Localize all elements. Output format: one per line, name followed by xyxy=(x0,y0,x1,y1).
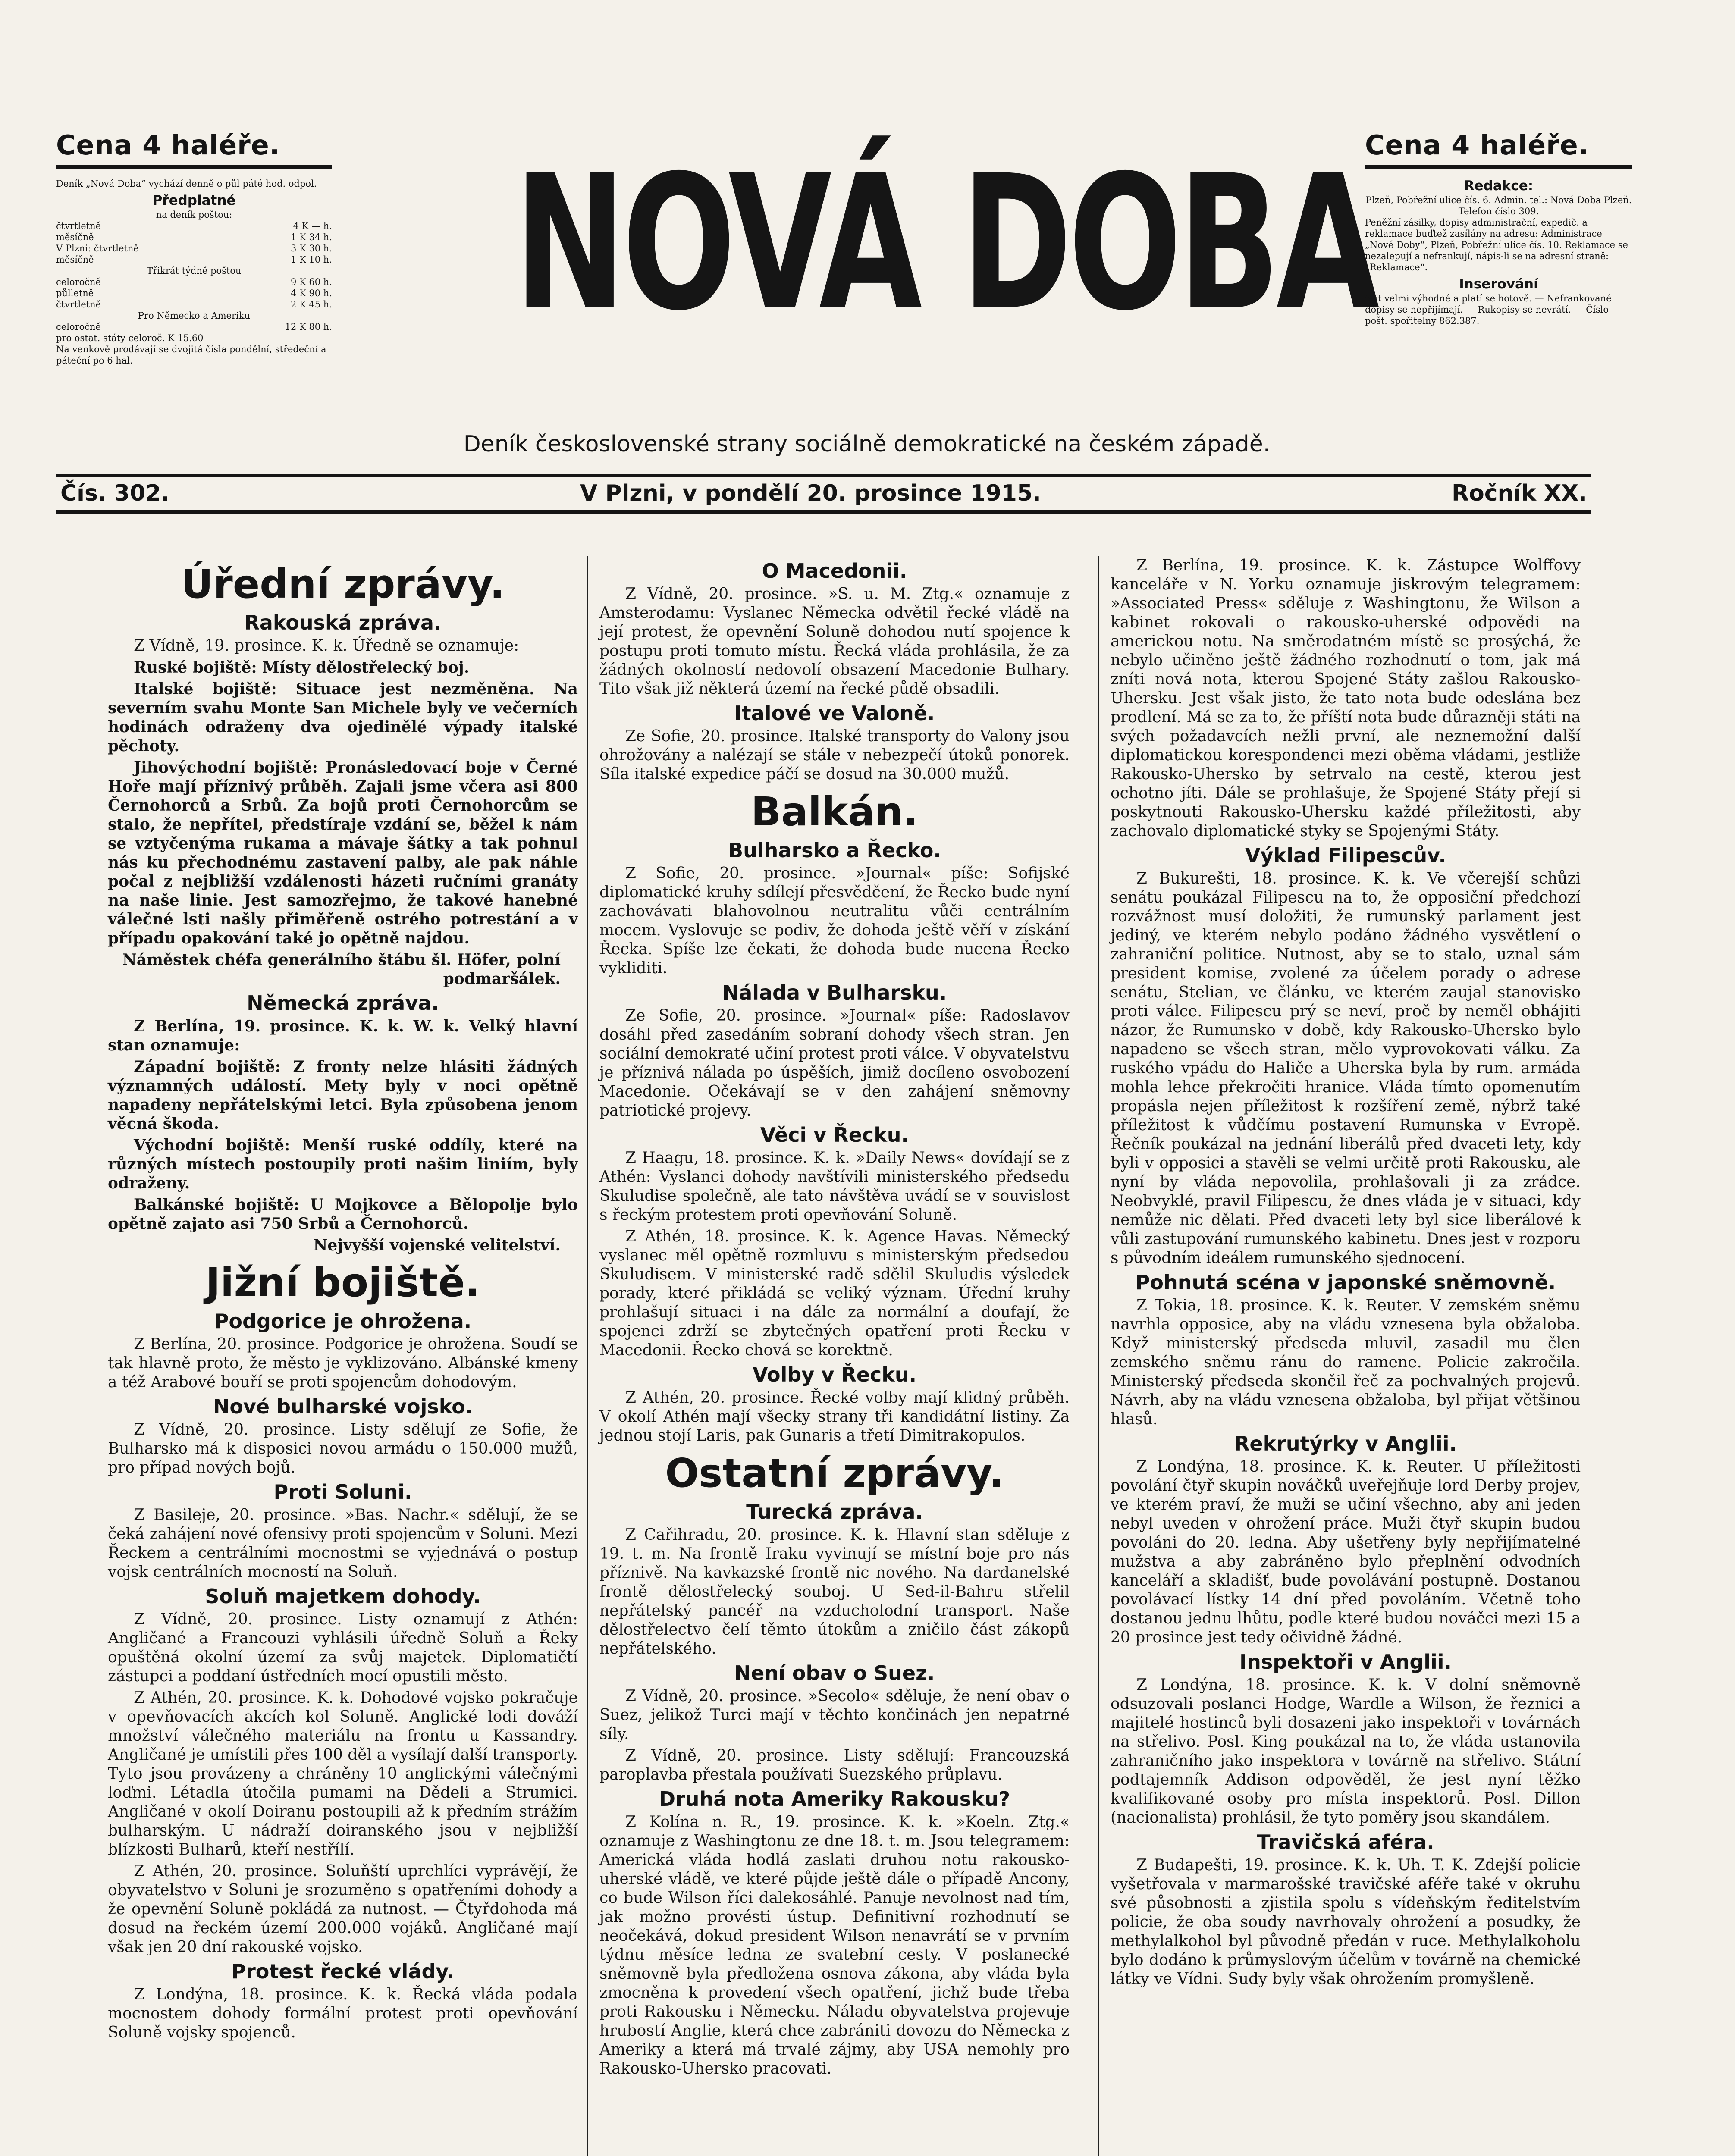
rural-note: Na venkově prodávají se dvojitá čísla pondělní, středeční a páteční po 6 hal. xyxy=(56,344,326,366)
article-title: Protest řecké vlády. xyxy=(231,1960,455,1983)
article-paragraph: Z Athén, 20. prosince. K. k. Dohodové vojsko pokračuje v opevňovacích akcích kol Soluně. Anglické lodi dováží množství válečného materiálu na frontu u Kassandry. Angličané je umístili přes 100 děl a vysílají další transporty. Tyto jsou provázeny a chráněny 10 anglickými válečnými loďmi. Létadla útočila pumami na Dědeli a Strumici. Angličané v okolí Doiranu postoupili až k předním strážím bulharským. U nádraží doiranského jsou v nejbližší blízkosti Bulharů, kteří nestřílí. xyxy=(108,1689,578,1858)
article-paragraph: Z Londýna, 18. prosince. K. k. V dolní sněmovně odsuzovali poslanci Hodge, Wardle a Wilson, že řeznici a majitelé hostinců byli dosazeni jako inspektoři v továrnách na střelivo. Posl. King poukázal na to, že vláda ustanovila zahraničního jako inspektora v továrně na střelivo. Státní podtajemník Addison odpověděl, že jest nyní těžko kvalifikované osoby pro místa inspektorů. Posl. Dillon (nacionalista) prohlásil, že tyto poměry jsou skandálem. xyxy=(1111,1676,1581,1827)
article-title: Rekrutýrky v Anglii. xyxy=(1234,1432,1457,1455)
article-paragraph: Z Vídně, 20. prosince. »Secolo« sděluje, že není obav o Suez, jelikož Turci mají v těchto končinách jen nepatrné síly. xyxy=(599,1687,1070,1743)
mailing-info: Peněžní zásilky, dopisy administrační, expedič. a reklamace buďtež zasílány na adresu: Administrace „Nové Doby“, Plzeň, Pobřežní ulice čís. 10. Reklamace se nezalepují a nefrankují, nápis-li se na adresní straně: „Reklamace“. xyxy=(1365,217,1628,273)
article-title: Výklad Filipescův. xyxy=(1245,844,1446,867)
article-title: Volby v Řecku. xyxy=(752,1363,917,1386)
article-paragraph: Z Basileje, 20. prosince. »Bas. Nachr.« sdělují, že se čeká zahájení nové ofensivy proti spojencům v Soluni. Mezi Řeckem a centrálními mocnostmi se vyjednává o postup vojsk centrálních mocností na Soluň. xyxy=(108,1506,578,1581)
article-paragraph: Z Athén, 18. prosince. K. k. Agence Havas. Německý vyslanec měl opětně rozmluvu s ministerským předsedou Skuludisem. V ministerské radě sdělil Skuludis výsledek porady, které přikládá se veliký význam. Úřední kruhy prohlašují situaci i na dále za normální a doufají, že spojenci zdrží se zbytečných opatření proti Řecku v Macedonii. Řecko chová se korektně. xyxy=(599,1228,1070,1359)
issue-number: Čís. 302. xyxy=(60,480,170,506)
article-title: O Macedonii. xyxy=(762,559,907,583)
article-title: Německá zpráva. xyxy=(247,991,439,1015)
column-divider xyxy=(1098,556,1099,2156)
article-paragraph: Z Vídně, 20. prosince. Listy sdělují ze Sofie, že Bulharsko má k disposici novou armádu o 150.000 mužů, pro případ nových bojů. xyxy=(108,1421,578,1476)
ads-info: jest velmi výhodné a platí se hotově. — Nefrankované dopisy se nepřijímají. — Rukopisy se nevrátí. — Číslo pošt. spořitelny 862.387. xyxy=(1365,293,1612,326)
article-paragraph: Z Londýna, 18. prosince. K. k. Reuter. U příležitosti povolání čtyř skupin nováčků uveřejňuje lord Derby projev, ve kterém praví, že muži se učiní všechno, aby ani jeden nebyl uveden v ohrožení práce. Muži čtyř skupin budou povoláni do 20. ledna. Aby ušetřeny byly nepřijímatelné mužstva a aby zabráněno bylo přeplnění odvodních kanceláří a skladišť, bude povolávání postupně. Dostanou povolávací lístky 14 dní před povoláním. Včetně toho dostanou jednu lhůtu, podle které budou nováčci mezi 15 a 20 prosince jest tedy očividně žádné. xyxy=(1111,1458,1581,1646)
article-paragraph: Z Tokia, 18. prosince. K. k. Reuter. V zemském sněmu navrhla opposice, aby na vládu vznesena byla obžaloba. Když ministerský předseda mluvil, zasadil mu člen zemského sněmu ránu do ramene. Policie zakročila. Ministerský předseda skončil řeč za pochvalných projevů. Návrh, aby na vládu vznesena obžaloba, byl přijat většinou hlasů. xyxy=(1111,1297,1581,1428)
rate-row: V Plzni: čtvrtletně 3 K 30 h. xyxy=(56,243,332,254)
article-paragraph: Z Athén, 20. prosince. Soluňští uprchlíci vyprávějí, že obyvatelstvo v Soluni je srozuměno s opatřeními dohody a že opevnění Soluně pokládá za nutnost. — Čtyřdohoda má dosud na řeckém území 200.000 vojáků. Angličané mají však jen 20 dní rakouské vojsko. xyxy=(108,1862,578,1956)
article-paragraph: Z Athén, 20. prosince. Řecké volby mají klidný průběh. V okolí Athén mají všecky strany tři kandidátní listiny. Za jednou stojí Laris, pak Gunaris a třetí Dimitrakopulos. xyxy=(599,1389,1070,1445)
price-left: Cena 4 haléře. xyxy=(56,129,332,169)
article-paragraph: Východní bojiště: Menší ruské oddíly, které na různých místech postoupily proti našim liniím, byly odraženy. xyxy=(108,1136,578,1192)
article-paragraph: Ze Sofie, 20. prosince. »Journal« píše: Radoslavov dosáhl před zasedáním sobraní dohody všech stran. Jen sociální demokraté učiní protest proti válce. V obyvatelstvu je příznivá nálada po úspěších, jimiž docíleno osvobození Macedonie. Očekávají se v den zahájení sněmovny patriotické projevy. xyxy=(599,1007,1070,1119)
article-paragraph: Ze Sofie, 20. prosince. Italské transporty do Valony jsou ohrožovány a nalézají se stále v nebezpečí útoků ponorek. Síla italské expedice páčí se dosud na 30.000 mužů. xyxy=(599,727,1070,783)
article-paragraph: Z Londýna, 18. prosince. K. k. Řecká vláda podala mocnostem dohody formální protest proti opevňování Soluně vojsky spojenců. xyxy=(108,1986,578,2041)
article-title: Druhá nota Ameriky Rakousku? xyxy=(659,1787,1010,1811)
subscription-heading: Předplatné xyxy=(152,193,236,208)
article-title: Italové ve Valoně. xyxy=(734,702,935,725)
rate-row: měsíčně 1 K 10 h. xyxy=(56,254,332,265)
article-title: Soluň majetkem dohody. xyxy=(205,1585,481,1608)
article-paragraph: Z Haagu, 18. prosince. K. k. »Daily News« dovídají se z Athén: Vyslanci dohody navštívili ministerského předsedu Skuludise společně, ale tato návštěva uvádí se v souvislost s řeckým protestem proti opevňování Soluně. xyxy=(599,1149,1070,1224)
editorial-address: Plzeň, Pobřežní ulice čís. 6. Admin. tel.: Nová Doba Plzeň. Telefon číslo 309. xyxy=(1365,195,1632,216)
ads-heading: Inserování xyxy=(1459,276,1538,292)
article-paragraph: Západní bojiště: Z fronty nelze hlásiti žádných významných událostí. Mety byly v noci opětně napadeny nepřátelskými letci. Byla způsobena jenom věcná škoda. xyxy=(108,1058,578,1133)
article-paragraph: Z Sofie, 20. prosince. »Journal« píše: Sofijské diplomatické kruhy sdílejí přesvědčení, že Řecko bude nyní zachovávati blahovolnou neutralitu vůči centrálním mocem. Vyslovuje se podiv, že dohoda ještě věří v získání Řecka. Spíše lze čekati, že dohoda bude nucena Řecko vykliditi. xyxy=(599,865,1070,977)
article-title: Pohnutá scéna v japonské sněmovně. xyxy=(1135,1271,1556,1294)
article-paragraph: Z Berlína, 19. prosince. K. k. Zástupce Wolffovy kanceláře v N. Yorku oznamuje jiskrovým telegramem: »Associated Press« sděluje z Washingtonu, že Wilson a kabinet rokovali o rakousko-uherské odpovědi na americkou notu. Na směrodatném místě se prosýchá, že nebylo učiněno ještě žádného rozhodnutí o tom, jak má zníti nová nota, kterou Spojené Státy zašlou Rakousko-Uhersku. Jest však jisto, že tato nota bude odeslána bez prodlení. Má se za to, že příští nota bude důrazněji státi na svých požadavcích nežli první, ale neznemožní další diplomatickou korespondenci mezi oběma vládami, jestliže Rakousko-Uhersko by setrvalo na cestě, kterou jest ochotno jíti. Dále se prohlašuje, že Spojené Státy přejí si poskytnouti Rakousko-Uhersku každé příležitosti, aby zachovalo diplomatické styky se Spojenými Státy. xyxy=(1111,557,1581,840)
rate-row: čtvrtletně 4 K — h. xyxy=(56,221,332,231)
article-paragraph: Ruské bojiště: Místy dělostřelecký boj. xyxy=(134,658,470,677)
article-title: Nálada v Bulharsku. xyxy=(722,981,947,1004)
article-title: Proti Soluni. xyxy=(273,1480,412,1504)
article-paragraph: Z Vídně, 20. prosince. Listy oznamují z Athén: Angličané a Francouzi vyhlásili úředně Soluň a Řeky opuštěná okolní území za svůj majetek. Diplomatičtí zástupci a poddaní ústředních mocí opustili město. xyxy=(108,1611,578,1685)
article-title: Turecká zpráva. xyxy=(746,1500,923,1523)
tagline: Deník československé strany sociálně demokratické na českém západě. xyxy=(463,431,1271,457)
section-heading: Úřední zprávy. xyxy=(181,561,505,607)
editorial-heading: Redakce: xyxy=(1464,178,1534,194)
article-paragraph: Z Bukurešti, 18. prosince. K. k. Ve včerejší schůzi senátu poukázal Filipescu na to, že opposiční předchozí rozvážnost musí doložiti, že rumunský parlament jest jediný, ve kterém nebylo podáno žádného vysvětlení o zahraniční politice. Nutnost, aby se to stalo, uznal sám president komise, zvolené za účelem porady o adrese senátu, Stelian, ve článku, ve kterém zaujal stanovisko proti válce. Filipescu prý se neví, proč by neměl obhájiti názor, že Rumunsko v době, kdy Rakousko-Uhersko bylo napadeno se všech stran, mělo vyprovokovati válku. Za ruského vpádu do Haliče a Uherska byla by rum. armáda mohla lehce překročiti hranice. Vláda tímto opomenutím propásla nejen příležitost k rozšíření země, nýbrž také příležitost k vůdčímu postavení Rumunska v Evropě. Řečník poukázal na jednání liberálů před dvaceti lety, kdy byli v opposici a stavěli se velmi určitě proti Rakousku, ale nyní by vláda nepovolila, prohlašovali ji za zrádce. Neobvyklé, pravil Filipescu, že dnes vláda je v situaci, kdy nemůže nic dělati. Před dvaceti lety byl sice liberálové k vůli zastupování rumunského kabinetu. Dnes jest v rozporu s původním ideálem rumunského sjednocení. xyxy=(1111,870,1581,1267)
article-title: Inspektoři v Anglii. xyxy=(1239,1650,1452,1673)
article-paragraph: Z Kolína n. R., 19. prosince. K. k. »Koeln. Ztg.« oznamuje z Washingtonu ze dne 18. t. m. Jsou telegramem: Americká vláda hodlá zaslati druhou notu rakousko-uherské vládě, ve které půjde ještě dále o případě Ancony, co bude Wilson říci dalekosáhlé. Panuje nevolnost nad tím, jak možno provésti ústup. Definitivní rozhodnutí se neočekává, dokud president Wilson nenavrátí se v prvním týdnu měsíce ledna ze svatební cesty. V poslanecké sněmovně byla předložena osnova zákona, aby vláda byla zmocněna k provedení všech opatření, jichž bude třeba proti Rakousku i Německu. Náladu obyvatelstva projevuje hrubostí Anglie, která chce zabrániti dovozu do Německa z Ameriky a která má trvalé zájmy, aby USA nemohly pro Rakousko-Uhersko pracovati. xyxy=(599,1813,1070,2078)
price-right: Cena 4 haléře. xyxy=(1365,129,1632,169)
rate-row: měsíčně 1 K 34 h. xyxy=(56,232,332,242)
article-signature: Náměstek chéfa generálního štábu šl. Höfer, polní podmaršálek. xyxy=(122,951,561,988)
article-paragraph: Balkánské bojiště: U Mojkovce a Bělopolje bylo opětně zajato asi 750 Srbů a Černohorců. xyxy=(108,1196,578,1233)
article-title: Věci v Řecku. xyxy=(760,1123,909,1147)
section-heading: Ostatní zprávy. xyxy=(665,1450,1004,1496)
masthead-right-box xyxy=(1365,129,1632,326)
article-title: Rakouská zpráva. xyxy=(244,611,442,634)
rate-row: půlletně 4 K 90 h. xyxy=(56,288,332,298)
article-paragraph: Italské bojiště: Situace jest nezměněna. Na severním svahu Monte San Michele byly ve večerních hodinách odraženy dva ojedinělé výpady italské pěchoty. xyxy=(108,680,578,755)
weekly-heading: Třikrát týdně poštou xyxy=(147,266,242,276)
subscription-subheading: na deník poštou: xyxy=(156,210,232,220)
article-paragraph: Z Berlína, 19. prosince. K. k. W. k. Velký hlavní stan oznamuje: xyxy=(108,1017,578,1054)
article-paragraph: Z Vídně, 20. prosince. Listy sdělují: Francouzská paroplavba přestala používati Suezského průplavu. xyxy=(599,1747,1070,1783)
column-divider xyxy=(587,556,588,2156)
column-1 xyxy=(108,556,578,2045)
article-title: Nové bulharské vojsko. xyxy=(213,1395,473,1418)
article-title: Bulharsko a Řecko. xyxy=(728,839,941,862)
article-paragraph: Z Vídně, 19. prosince. K. k. Úředně se oznamuje: xyxy=(134,637,519,655)
column-2 xyxy=(599,556,1070,2081)
article-title: Podgorice je ohrožena. xyxy=(214,1310,472,1333)
column-3 xyxy=(1111,556,1581,1991)
article-paragraph: Jihovýchodní bojiště: Pronásledovací boje v Černé Hoře mají příznivý průběh. Zajali jsme včera asi 800 Černohorců a Srbů. Za bojů proti Černohorcům se stalo, že nepřítel, předstíraje vzdání se, běžel k nám se vztyčenýma rukama a mávaje šátky a tak pohnul nás ku přechodnému zastavení palby, ale pak náhle počal z nejbližší vzdálenosti házeti ručními granáty na naše linie. Jest samozřejmo, že takové hanebné válečné lsti našly přiměřeně ostrého potrestání a v případu opakování také jo opětně najdou. xyxy=(108,758,578,947)
article-paragraph: Z Cařihradu, 20. prosince. K. k. Hlavní stan sděluje z 19. t. m. Na frontě Iraku vyvinují se místní boje pro nás příznivě. Na kavkazské frontě nic nového. Na dardanelské frontě dělostřelecký souboj. U Sed-il-Bahru střelil nepřátelský pancéř na vzducholodní transport. Naše dělostřelectvo čelí těmto útokům a zničilo část zákopů nepřátelského. xyxy=(599,1526,1070,1658)
rate-row: celoročně 9 K 60 h. xyxy=(56,277,332,287)
publication-info: Deník „Nová Doba“ vychází denně o půl páté hod. odpol. xyxy=(56,179,317,189)
other-states-rate: pro ostat. státy celoroč. K 15.60 xyxy=(56,333,204,343)
article-paragraph: Z Vídně, 20. prosince. »S. u. M. Ztg.« oznamuje z Amsterodamu: Vyslanec Německa odvětil řecké vládě na její protest, že opevnění Soluně dohodou nutí spojence k postupu proti tomuto místu. Řecká vláda prohlásila, že za žádných okolností nedovolí obsazení Macedonie Bulhary. Tito však již některá území na řecké půdě obsadili. xyxy=(599,585,1070,698)
volume-number: Ročník XX. xyxy=(1451,480,1587,506)
newspaper-logo: NOVÁ DOBA xyxy=(514,136,1376,351)
article-paragraph: Z Berlína, 20. prosince. Podgorice je ohrožena. Soudí se tak hlavně proto, že město je vyklizováno. Albánské kmeny a též Arabové bouří se proti spojencům dohodovým. xyxy=(108,1335,578,1391)
article-title: Není obav o Suez. xyxy=(734,1661,935,1685)
foreign-heading: Pro Německo a Ameriku xyxy=(138,310,251,321)
article-title: Travičská aféra. xyxy=(1257,1830,1434,1854)
rate-row: čtvrtletně 2 K 45 h. xyxy=(56,299,332,310)
article-paragraph: Z Budapešti, 19. prosince. K. k. Uh. T. K. Zdejší policie vyšetřovala v marmarošské travičské aféře také v okruhu své působnosti a zjistila spolu s vídeňským ředitelstvím policie, že oba soudy navrhovaly ohrožení a posudky, že methylalkohol byl původně předán v ruce. Methylalkoholu bylo dodáno k průmyslovým účelům v továrně na chemické látky ve Vídni. Sudy byly však ohrožením promyšleně. xyxy=(1111,1856,1581,1988)
article-signature: Nejvyšší vojenské velitelství. xyxy=(313,1236,561,1254)
rate-row: celoročně 12 K 80 h. xyxy=(56,322,332,332)
dateline-bar xyxy=(56,474,1591,514)
section-heading: Balkán. xyxy=(751,789,918,835)
section-heading: Jižní bojiště. xyxy=(205,1260,480,1306)
issue-date: V Plzni, v pondělí 20. prosince 1915. xyxy=(580,480,1041,506)
masthead-left-box xyxy=(56,129,332,366)
